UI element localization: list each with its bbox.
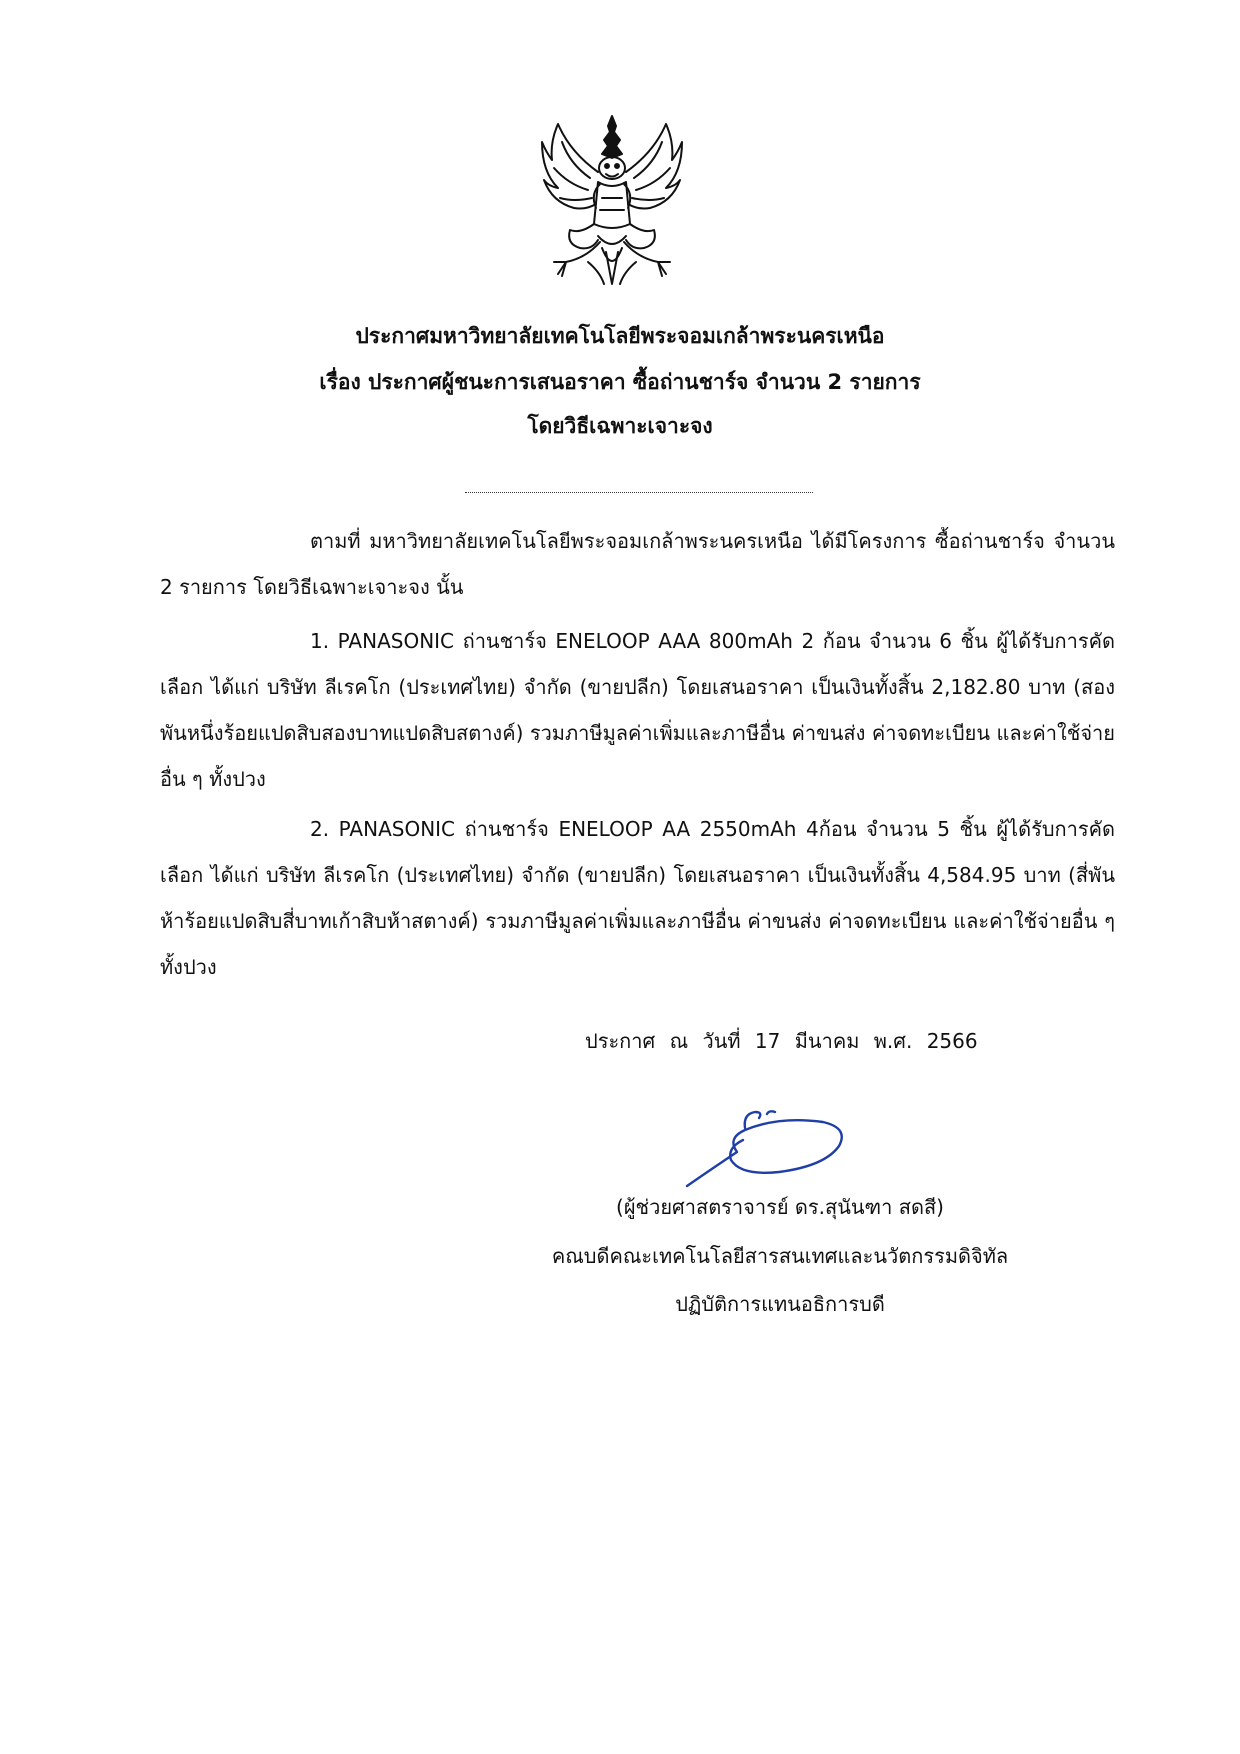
signatory-acting-role: ปฏิบัติการแทนอธิการบดี xyxy=(675,1292,885,1316)
dotted-separator xyxy=(465,492,813,493)
garuda-emblem-icon xyxy=(540,112,685,290)
item-paragraph-2: 2. PANASONIC ถ่านชาร์จ ENELOOP AA 2550mAh 4ก้อน จำนวน 5 ชิ้น ผู้ได้รับการคัดเลือก ได้แก่ บริษัท ลีเรคโก (ประเทศไทย) จำกัด (ขายปลีก) โดยเสนอราคา เป็นเงินทั้งสิ้น 4,584.95 บาท (สี่พันห้าร้อยแปดสิบสี่บาทเก้าสิบห้าสตางค์) รวมภาษีมูลค่าเพิ่มและภาษีอื่น ค่าขนส่ง ค่าจดทะเบียน และค่าใช้จ่ายอื่น ๆ ทั้งปวง xyxy=(160,817,1115,979)
announcement-date: ประกาศ ณ วันที่ 17 มีนาคม พ.ศ. 2566 xyxy=(585,1029,978,1053)
signatory-position: คณบดีคณะเทคโนโลยีสารสนเทศและนวัตกรรมดิจิทัล xyxy=(551,1244,1009,1268)
document-title: ประกาศมหาวิทยาลัยเทคโนโลยีพระจอมเกล้าพระนครเหนือ xyxy=(355,324,885,348)
item-paragraph-1: 1. PANASONIC ถ่านชาร์จ ENELOOP AAA 800mAh 2 ก้อน จำนวน 6 ชิ้น ผู้ได้รับการคัดเลือก ได้แก่ บริษัท ลีเรคโก (ประเทศไทย) จำกัด (ขายปลีก) โดยเสนอราคา เป็นเงินทั้งสิ้น 2,182.80 บาท (สองพันหนึ่งร้อยแปดสิบสองบาทแปดสิบสตางค์) รวมภาษีมูลค่าเพิ่มและภาษีอื่น ค่าขนส่ง ค่าจดทะเบียน และค่าใช้จ่ายอื่น ๆ ทั้งปวง xyxy=(160,629,1115,791)
signatory-name: (ผู้ช่วยศาสตราจารย์ ดร.สุนันฑา สดสี) xyxy=(616,1195,944,1219)
document-subject: เรื่อง ประกาศผู้ชนะการเสนอราคา ซื้อถ่านชาร์จ จำนวน 2 รายการ xyxy=(319,370,921,394)
intro-paragraph: ตามที่ มหาวิทยาลัยเทคโนโลยีพระจอมเกล้าพระนครเหนือ ได้มีโครงการ ซื้อถ่านชาร์จ จำนวน 2 รายการ โดยวิธีเฉพาะเจาะจง นั้น xyxy=(160,529,1115,599)
handwritten-signature-icon xyxy=(683,1108,853,1188)
document-method: โดยวิธีเฉพาะเจาะจง xyxy=(527,414,713,438)
